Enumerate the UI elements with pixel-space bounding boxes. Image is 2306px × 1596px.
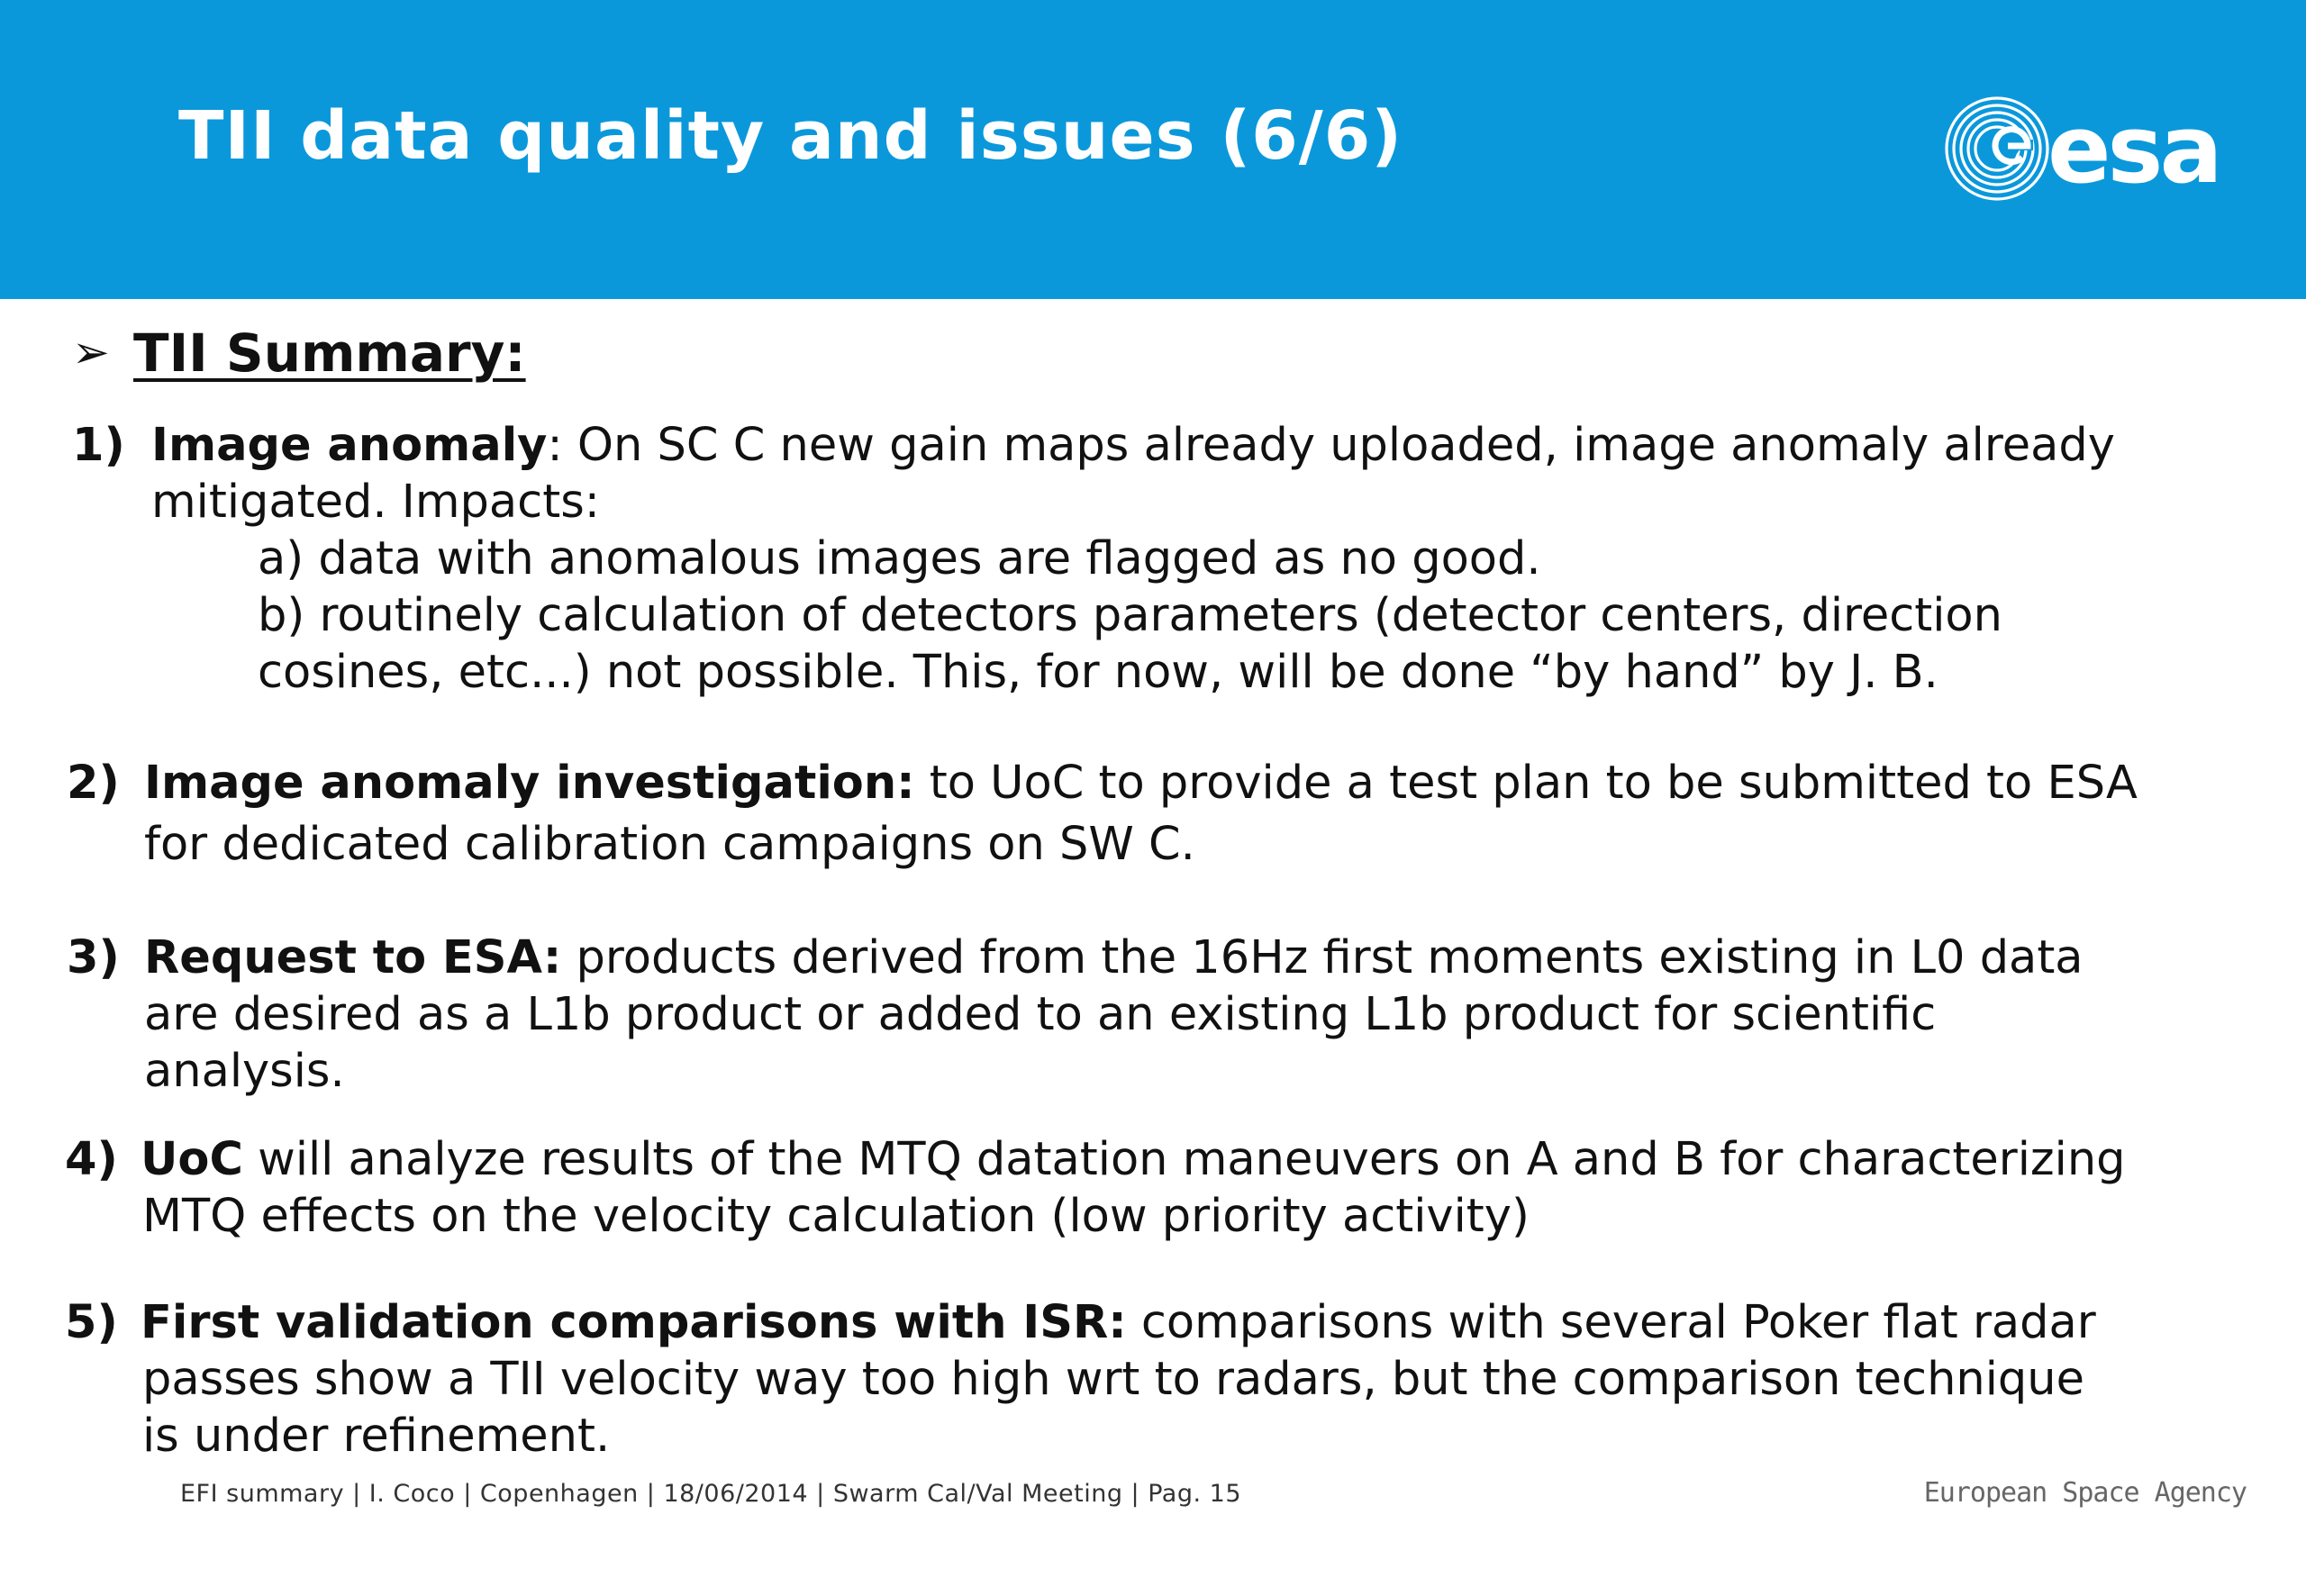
- item-1-bold: Image anomaly: [151, 419, 548, 472]
- list-item-4: [65, 1131, 2126, 1245]
- item-3-bold: Request to ESA:: [144, 931, 562, 984]
- item-4-bold: UoC: [141, 1133, 243, 1186]
- item-1-number: 1): [72, 419, 125, 472]
- item-1-line-2: mitigated. Impacts:: [151, 476, 600, 529]
- item-3-rest: products derived from the 16Hz first moments existing in L0 data: [561, 931, 2084, 984]
- item-4-line-1: [65, 1131, 2126, 1188]
- summary-heading: [72, 322, 526, 384]
- list-item-5: [65, 1294, 2096, 1465]
- item-1-sub-b-2: cosines, etc...) not possible. This, for now, will be done “by hand” by J. B.: [258, 646, 1938, 699]
- item-3-line-2: are desired as a L1b product or added to an existing L1b product for scientific: [144, 988, 1937, 1041]
- item-2-bold: Image anomaly investigation:: [144, 757, 915, 810]
- footer-agency: European Space Agency: [1923, 1477, 2247, 1509]
- item-1-sub-b-1: b) routinely calculation of detectors parameters (detector centers, direction: [258, 589, 2002, 642]
- item-1-rest: : On SC C new gain maps already uploaded, image anomaly already: [547, 419, 2115, 472]
- item-3-line-1: [67, 929, 2084, 986]
- header-bar: [0, 0, 2306, 299]
- logo-text: esa: [2047, 95, 2220, 204]
- item-5-line-3: is under refinement.: [142, 1410, 611, 1463]
- item-2-number: 2): [67, 757, 120, 810]
- list-item-3: [67, 929, 2084, 1100]
- item-4-line-2: MTQ effects on the velocity calculation (low priority activity): [142, 1190, 1530, 1243]
- item-5-number: 5): [65, 1296, 118, 1349]
- summary-heading-text: TII Summary:: [133, 322, 526, 384]
- item-5-bold: First validation comparisons with ISR:: [141, 1296, 1127, 1349]
- esa-logo: [1941, 90, 2256, 207]
- item-4-number: 4): [65, 1133, 118, 1186]
- item-5-rest: comparisons with several Poker flat radar: [1126, 1296, 2096, 1349]
- arrow-bullet-icon: ➢: [72, 326, 110, 378]
- item-1-sub-a: a) data with anomalous images are flagged as no good.: [258, 532, 1541, 585]
- item-4-rest: will analyze results of the MTQ datation maneuvers on A and B for characterizing: [242, 1133, 2126, 1186]
- item-1-line-1: [72, 417, 2115, 474]
- list-item-1: [72, 417, 2115, 701]
- item-5-line-1: [65, 1294, 2096, 1351]
- footer-text: EFI summary | I. Coco | Copenhagen | 18/06/2014 | Swarm Cal/Val Meeting | Pag. 15: [180, 1480, 1241, 1508]
- item-3-line-3: analysis.: [144, 1045, 345, 1098]
- item-2-rest: to UoC to provide a test plan to be submitted to ESA: [914, 757, 2138, 810]
- item-5-line-2: passes show a TII velocity way too high wrt to radars, but the comparison technique: [142, 1353, 2084, 1406]
- item-2-line-2: for dedicated calibration campaigns on SW C.: [144, 818, 1195, 871]
- list-item-2: [67, 753, 2138, 875]
- slide-title: TII data quality and issues (6/6): [178, 97, 1403, 175]
- item-2-line-1: [67, 753, 2138, 814]
- item-3-number: 3): [67, 931, 120, 984]
